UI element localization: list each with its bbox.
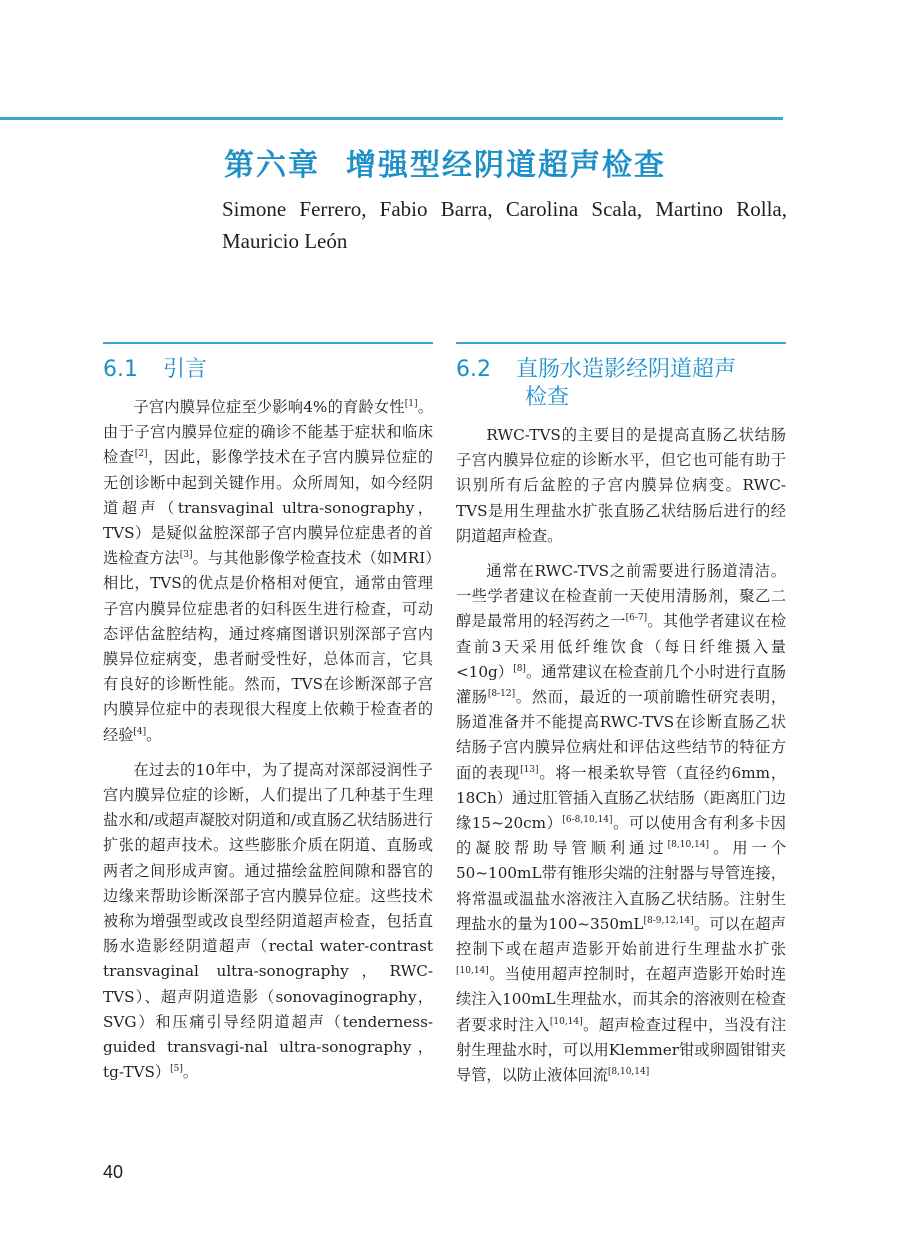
citation: [8-9,12,14] (643, 915, 694, 926)
citation: [13] (520, 764, 539, 775)
authors-line-2: Mauricio León (222, 229, 348, 253)
citation: [8-12] (487, 689, 516, 700)
paragraph (456, 559, 786, 1088)
citation: [6-7] (625, 613, 648, 624)
text-run: 在过去的10年中，为了提高对深部浸润性子宫内膜异位症的诊断，人们提出了几种基于生理盐水和/或超声凝胶对阴道和/或直肠乙状结肠进行扩张的超声技术。这些膨胀介质在阴道、直肠或两者之间形成声窗。通过描绘盆腔间隙和器官的边缘来帮助诊断深部子宫内膜异位症。这些技术被称为增强型或改良型经阴道超声检查，包括直肠水造影经阴道超声（rectal water-contrast transvaginal ultra-sonography，RWC-TVS）、超声阴道造影（sonovaginography，SVG）和压痛引导经阴道超声（tenderness-guided transvagi-nal ultra-sonography，tg-TVS） (103, 760, 433, 1082)
chapter-title-text: 增强型经阴道超声检查 (346, 148, 666, 183)
text-run: 。超声检查过程中，当没有注射生理盐水时，可以用Klemmer钳或卵圆钳钳夹导管，以防止液体回流 (456, 1015, 787, 1085)
left-column-body (103, 395, 433, 1085)
right-column-body (456, 423, 786, 1088)
text-run: 。然而，最近的一项前瞻性研究表明，肠道准备并不能提高RWC-TVS在诊断直肠乙状结肠子宫内膜异位病灶和评估这些结节的特征方面的表现 (456, 688, 787, 782)
chapter-title (224, 140, 666, 184)
section-number: 6.2 (456, 357, 491, 382)
text-run: 子宫内膜异位症至少影响4%的育龄女性 (133, 398, 405, 416)
text-run: 。 (182, 1063, 199, 1082)
citation: [10,14] (549, 1016, 583, 1027)
text-run: 。用一个50~100mL带有锥形尖端的注射器与导管连接，将常温或温盐水溶液注入直肠乙状结肠。注射生理盐水的量为100~350mL (456, 839, 787, 933)
text-run: 。通常建议在检查前几个小时进行直肠灌肠 (456, 662, 786, 707)
citation: [5] (170, 1064, 183, 1075)
text-run: 。当使用超声控制时，在超声造影开始时连续注入100mL生理盐水，而其余的溶液则在检查者要求时注入 (456, 965, 786, 1034)
paragraph (456, 423, 786, 549)
citation: [6-8,10,14] (562, 815, 613, 826)
text-run: 。可以在超声控制下或在超声造影开始前进行生理盐水扩张 (456, 914, 786, 959)
section-title-line-2: 检查 (525, 385, 570, 410)
citation: [1] (404, 399, 418, 409)
citation: [4] (133, 726, 147, 737)
citation: [8,10,14] (607, 1067, 650, 1078)
text-run: ，因此，影像学技术在子宫内膜异位症的无创诊断中起到关键作用。众所周知，如今经阴道超声（transvaginal ultra-sonography，TVS）是疑似盆腔深部子宫内膜异位症患者的首选检查方法 (103, 448, 434, 568)
citation: [2] (134, 449, 148, 460)
page-number: 40 (103, 1162, 124, 1182)
text-run: 。由于子宫内膜异位症的确诊不能基于症状和临床检查 (103, 398, 433, 467)
section-title: 引言 (163, 357, 208, 382)
paragraph (103, 758, 433, 1086)
citation: [10,14] (456, 966, 489, 977)
top-rule (0, 117, 783, 120)
text-run: 。与其他影像学检查技术（如MRI）相比，TVS的优点是价格相对便宜，通常由管理子宫内膜异位症患者的妇科医生进行检查，可动态评估盆腔结构，通过疼痛图谱识别深部子宫内膜异位症病变，患者耐受性好，总体而言，它具有良好的诊断性能。然而，TVS在诊断深部子宫内膜异位症中的表现很大程度上依赖于检查者的经验 (103, 549, 433, 744)
paragraph (103, 395, 433, 748)
citation: [3] (179, 550, 193, 561)
text-run: 。可以使用含有利多卡因的凝胶帮助导管顺利通过 (456, 814, 786, 858)
citation: [8,10,14] (667, 840, 710, 851)
citation: [8] (513, 663, 526, 674)
right-column-rule (456, 342, 786, 344)
text-run: 通常在RWC-TVS之前需要进行肠道清洁。一些学者建议在检查前一天使用清肠剂，聚乙二醇是最常用的轻泻药之一 (456, 562, 786, 631)
text-run: 。将一根柔软导管（直径约6mm，18Ch）通过肛管插入直肠乙状结肠（距离肛门边缘15~20cm） (456, 763, 787, 833)
left-column-rule (103, 342, 433, 344)
chapter-number: 第六章 (224, 148, 320, 183)
section-title-line-1: 直肠水造影经阴道超声 (516, 357, 737, 382)
authors-line-1: Simone Ferrero, Fabio Barra, Carolina Scala, Martino Rolla, (222, 197, 787, 221)
section-heading-6-2 (456, 355, 736, 385)
section-number: 6.1 (103, 357, 138, 382)
text-run: 。 (146, 725, 162, 744)
section-heading-6-1 (103, 355, 207, 385)
text-run: RWC-TVS的主要目的是提高直肠乙状结肠子宫内膜异位症的诊断水平，但它也可能有助于识别所有后盆腔的子宫内膜异位病变。RWC-TVS是用生理盐水扩张直肠乙状结肠后进行的经阴道超声检查。 (456, 426, 786, 545)
text-run: 。其他学者建议在检查前3天采用低纤维饮食（每日纤维摄入量<10g） (456, 612, 787, 681)
